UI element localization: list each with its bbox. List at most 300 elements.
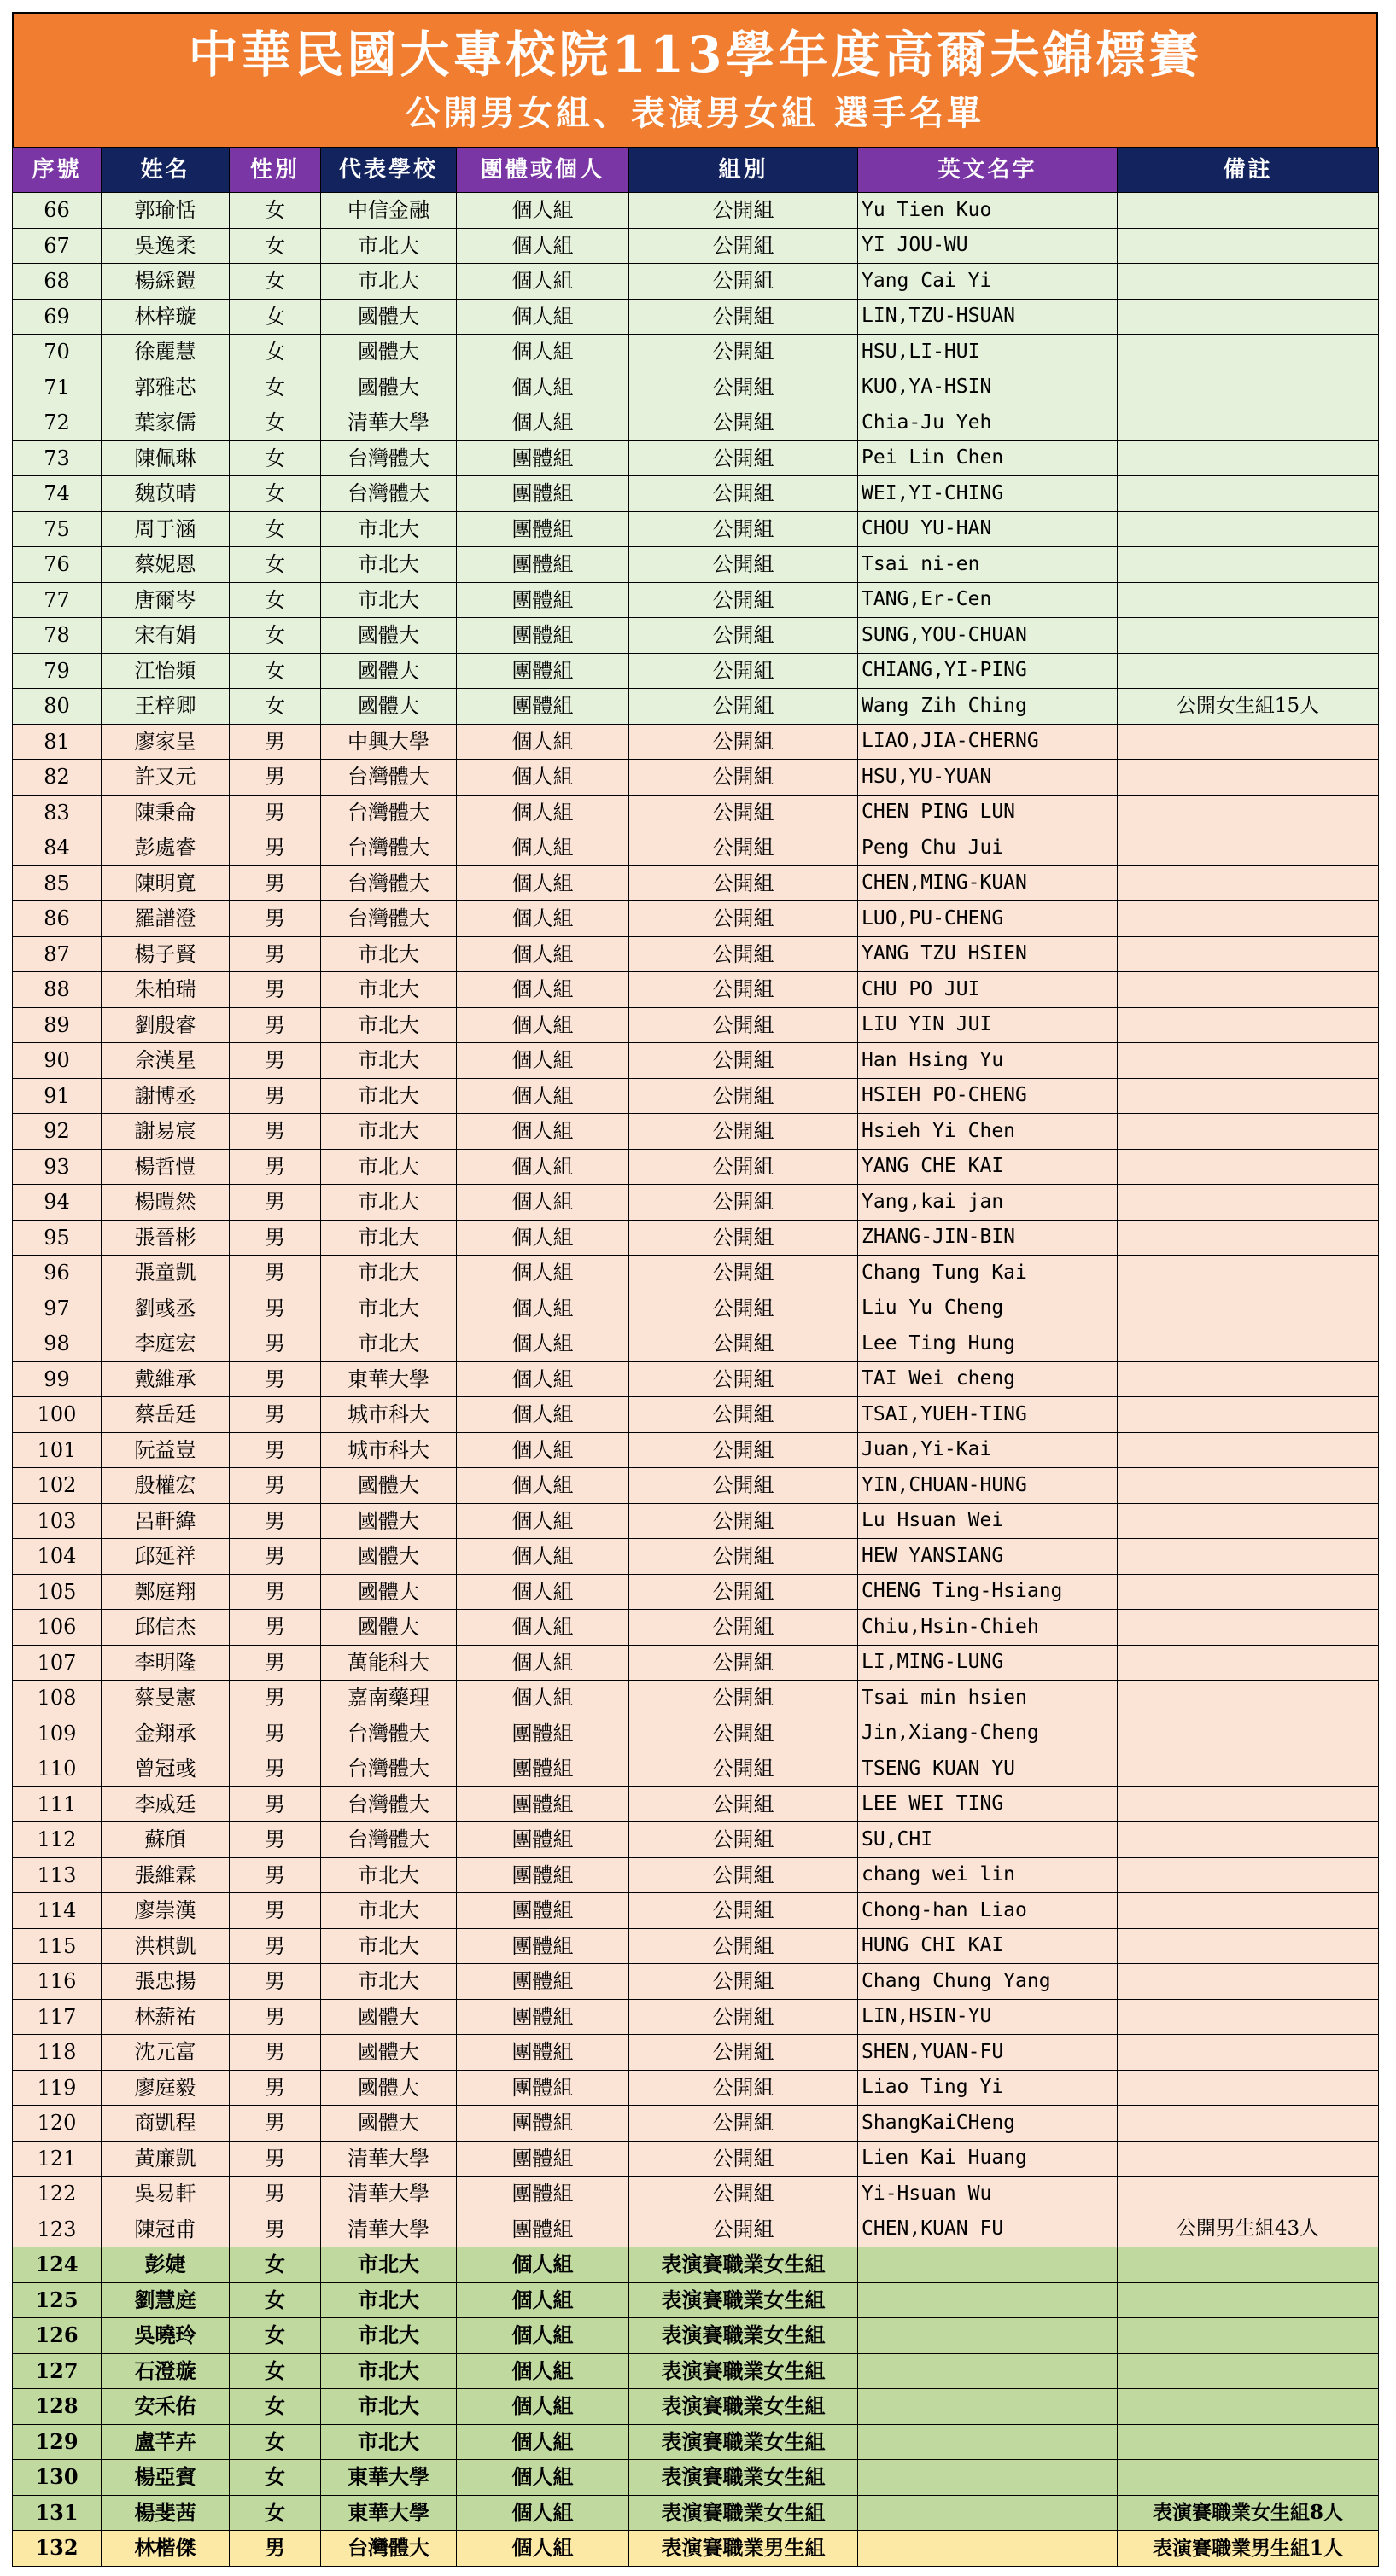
cell-team-or-individual: 團體組 (457, 1822, 629, 1858)
cell-english-name: YI JOU-WU (858, 228, 1118, 264)
cell-english-name: CHEN,KUAN FU (858, 2212, 1118, 2247)
cell-division: 公開組 (629, 1857, 858, 1893)
cell-remarks (1118, 724, 1379, 760)
cell-english-name: TAI Wei cheng (858, 1361, 1118, 1397)
cell-gender: 男 (230, 1078, 321, 1114)
cell-english-name: Yang,kai jan (858, 1185, 1118, 1221)
cell-gender: 女 (230, 2389, 321, 2425)
cell-name: 徐麗慧 (102, 335, 230, 370)
cell-english-name: TANG,Er-Cen (858, 582, 1118, 618)
cell-english-name: CHEN PING LUN (858, 795, 1118, 830)
cell-team-or-individual: 個人組 (457, 2389, 629, 2425)
cell-division: 公開組 (629, 193, 858, 229)
cell-team-or-individual: 個人組 (457, 865, 629, 901)
cell-team-or-individual: 個人組 (457, 1432, 629, 1468)
cell-remarks (1118, 1893, 1379, 1929)
cell-division: 公開組 (629, 476, 858, 512)
cell-school: 台灣體大 (321, 901, 457, 937)
cell-school: 市北大 (321, 2282, 457, 2318)
table-row (13, 1185, 1379, 1221)
cell-serial: 66 (13, 193, 102, 229)
cell-division: 公開組 (629, 1043, 858, 1079)
cell-serial: 124 (13, 2247, 102, 2283)
cell-name: 江怡頻 (102, 653, 230, 689)
cell-school: 中信金融 (321, 193, 457, 229)
table-row (13, 335, 1379, 370)
table-row (13, 795, 1379, 830)
cell-division: 表演賽職業女生組 (629, 2318, 858, 2354)
cell-division: 公開組 (629, 1964, 858, 2000)
cell-serial: 126 (13, 2318, 102, 2354)
cell-team-or-individual: 個人組 (457, 972, 629, 1008)
table-row (13, 1964, 1379, 2000)
cell-school: 台灣體大 (321, 1822, 457, 1858)
cell-name: 唐爾岑 (102, 582, 230, 618)
cell-division: 表演賽職業女生組 (629, 2460, 858, 2496)
cell-english-name: HSIEH PO-CHENG (858, 1078, 1118, 1114)
cell-school: 國體大 (321, 299, 457, 335)
cell-name: 楊哲愷 (102, 1149, 230, 1185)
cell-team-or-individual: 團體組 (457, 1964, 629, 2000)
table-row (13, 2070, 1379, 2106)
cell-english-name: LI,MING-LUNG (858, 1645, 1118, 1681)
table-row (13, 1397, 1379, 1433)
cell-division: 公開組 (629, 335, 858, 370)
cell-school: 清華大學 (321, 2212, 457, 2247)
cell-gender: 女 (230, 2247, 321, 2283)
cell-team-or-individual: 個人組 (457, 264, 629, 300)
cell-team-or-individual: 個人組 (457, 1503, 629, 1539)
cell-name: 張童凱 (102, 1256, 230, 1291)
cell-gender: 女 (230, 511, 321, 547)
cell-remarks (1118, 370, 1379, 405)
table-row (13, 2177, 1379, 2212)
cell-name: 邱信杰 (102, 1610, 230, 1646)
cell-division: 公開組 (629, 1185, 858, 1221)
table-row (13, 1220, 1379, 1256)
cell-school: 市北大 (321, 2424, 457, 2460)
cell-team-or-individual: 個人組 (457, 830, 629, 866)
cell-name: 殷權宏 (102, 1468, 230, 1504)
cell-gender: 女 (230, 370, 321, 405)
cell-english-name: Pei Lin Chen (858, 440, 1118, 476)
cell-division: 公開組 (629, 1468, 858, 1504)
cell-gender: 女 (230, 335, 321, 370)
cell-name: 楊暟然 (102, 1185, 230, 1221)
cell-remarks: 表演賽職業女生組8人 (1118, 2495, 1379, 2531)
cell-team-or-individual: 個人組 (457, 2424, 629, 2460)
cell-gender: 女 (230, 2282, 321, 2318)
cell-team-or-individual: 個人組 (457, 1610, 629, 1646)
cell-division: 公開組 (629, 1999, 858, 2035)
cell-team-or-individual: 個人組 (457, 370, 629, 405)
cell-division: 表演賽職業女生組 (629, 2424, 858, 2460)
cell-school: 市北大 (321, 2389, 457, 2425)
cell-serial: 119 (13, 2070, 102, 2106)
cell-serial: 100 (13, 1397, 102, 1433)
cell-team-or-individual: 個人組 (457, 901, 629, 937)
cell-school: 市北大 (321, 1326, 457, 1362)
cell-english-name (858, 2424, 1118, 2460)
table-row (13, 1999, 1379, 2035)
table-row (13, 2141, 1379, 2177)
page-subtitle: 公開男女組、表演男女組 選手名單 (406, 92, 984, 133)
table-row (13, 2247, 1379, 2283)
cell-remarks (1118, 2247, 1379, 2283)
table-row (13, 2353, 1379, 2389)
cell-division: 公開組 (629, 582, 858, 618)
page-title: 中華民國大專校院113學年度高爾夫錦標賽 (188, 26, 1202, 85)
table-row (13, 264, 1379, 300)
cell-serial: 87 (13, 936, 102, 972)
table-row (13, 1468, 1379, 1504)
cell-name: 林梓璇 (102, 299, 230, 335)
cell-english-name: Peng Chu Jui (858, 830, 1118, 866)
cell-serial: 67 (13, 228, 102, 264)
cell-team-or-individual: 團體組 (457, 1751, 629, 1787)
cell-gender: 男 (230, 2141, 321, 2177)
table-row (13, 972, 1379, 1008)
cell-division: 公開組 (629, 2106, 858, 2142)
cell-english-name (858, 2318, 1118, 2354)
cell-name: 謝博丞 (102, 1078, 230, 1114)
cell-remarks (1118, 2353, 1379, 2389)
cell-serial: 68 (13, 264, 102, 300)
cell-name: 彭處睿 (102, 830, 230, 866)
cell-english-name: Juan,Yi-Kai (858, 1432, 1118, 1468)
cell-english-name: WEI,YI-CHING (858, 476, 1118, 512)
cell-team-or-individual: 個人組 (457, 1078, 629, 1114)
cell-gender: 女 (230, 264, 321, 300)
cell-school: 東華大學 (321, 1361, 457, 1397)
cell-team-or-individual: 個人組 (457, 2531, 629, 2567)
cell-english-name: Lien Kai Huang (858, 2141, 1118, 2177)
cell-division: 公開組 (629, 1078, 858, 1114)
cell-remarks (1118, 440, 1379, 476)
header-remarks: 備註 (1118, 148, 1379, 193)
cell-school: 國體大 (321, 1539, 457, 1575)
cell-serial: 132 (13, 2531, 102, 2567)
cell-gender: 男 (230, 2212, 321, 2247)
cell-name: 李威廷 (102, 1786, 230, 1822)
cell-school: 市北大 (321, 1893, 457, 1929)
cell-division: 公開組 (629, 1786, 858, 1822)
cell-remarks (1118, 1397, 1379, 1433)
header-school: 代表學校 (321, 148, 457, 193)
table-row (13, 1681, 1379, 1716)
cell-gender: 男 (230, 2070, 321, 2106)
cell-remarks (1118, 1999, 1379, 2035)
cell-gender: 女 (230, 2318, 321, 2354)
cell-remarks (1118, 1786, 1379, 1822)
cell-serial: 103 (13, 1503, 102, 1539)
cell-team-or-individual: 個人組 (457, 193, 629, 229)
cell-division: 公開組 (629, 760, 858, 796)
cell-serial: 102 (13, 1468, 102, 1504)
cell-team-or-individual: 團體組 (457, 2212, 629, 2247)
cell-english-name: Jin,Xiang-Cheng (858, 1716, 1118, 1751)
cell-school: 國體大 (321, 618, 457, 654)
cell-english-name: Hsieh Yi Chen (858, 1114, 1118, 1150)
table-row (13, 1893, 1379, 1929)
cell-school: 城市科大 (321, 1432, 457, 1468)
cell-english-name (858, 2389, 1118, 2425)
cell-name: 楊斐茜 (102, 2495, 230, 2531)
cell-remarks (1118, 582, 1379, 618)
cell-division: 公開組 (629, 2212, 858, 2247)
cell-school: 市北大 (321, 1149, 457, 1185)
cell-serial: 127 (13, 2353, 102, 2389)
cell-name: 金翔承 (102, 1716, 230, 1751)
header-serial: 序號 (13, 148, 102, 193)
cell-remarks (1118, 1468, 1379, 1504)
cell-serial: 121 (13, 2141, 102, 2177)
cell-school: 台灣體大 (321, 476, 457, 512)
cell-team-or-individual: 團體組 (457, 2106, 629, 2142)
cell-serial: 69 (13, 299, 102, 335)
cell-serial: 122 (13, 2177, 102, 2212)
roster-table (12, 147, 1379, 2567)
cell-division: 公開組 (629, 1574, 858, 1610)
cell-gender: 男 (230, 1539, 321, 1575)
cell-gender: 男 (230, 2035, 321, 2071)
table-row (13, 476, 1379, 512)
cell-gender: 男 (230, 1751, 321, 1787)
cell-serial: 86 (13, 901, 102, 937)
cell-name: 林薪祐 (102, 1999, 230, 2035)
cell-serial: 131 (13, 2495, 102, 2531)
cell-remarks (1118, 2070, 1379, 2106)
table-row (13, 1857, 1379, 1893)
cell-school: 國體大 (321, 370, 457, 405)
table-row (13, 1716, 1379, 1751)
cell-name: 謝易宸 (102, 1114, 230, 1150)
cell-gender: 女 (230, 2353, 321, 2389)
cell-name: 魏苡晴 (102, 476, 230, 512)
cell-serial: 112 (13, 1822, 102, 1858)
cell-division: 公開組 (629, 724, 858, 760)
cell-gender: 女 (230, 2424, 321, 2460)
cell-team-or-individual: 個人組 (457, 1007, 629, 1043)
cell-division: 公開組 (629, 865, 858, 901)
cell-remarks (1118, 972, 1379, 1008)
cell-division: 公開組 (629, 1822, 858, 1858)
cell-team-or-individual: 個人組 (457, 335, 629, 370)
table-row (13, 1291, 1379, 1326)
cell-english-name: Lu Hsuan Wei (858, 1503, 1118, 1539)
cell-division: 公開組 (629, 440, 858, 476)
cell-gender: 男 (230, 972, 321, 1008)
cell-serial: 72 (13, 405, 102, 441)
table-row (13, 1822, 1379, 1858)
cell-team-or-individual: 個人組 (457, 299, 629, 335)
cell-team-or-individual: 個人組 (457, 724, 629, 760)
cell-gender: 女 (230, 2495, 321, 2531)
cell-gender: 男 (230, 1610, 321, 1646)
table-row (13, 1751, 1379, 1787)
cell-gender: 男 (230, 2531, 321, 2567)
table-row (13, 2495, 1379, 2531)
cell-english-name: LIU YIN JUI (858, 1007, 1118, 1043)
cell-english-name: YIN,CHUAN-HUNG (858, 1468, 1118, 1504)
cell-serial: 106 (13, 1610, 102, 1646)
cell-school: 市北大 (321, 1114, 457, 1150)
cell-english-name (858, 2353, 1118, 2389)
cell-name: 李明隆 (102, 1645, 230, 1681)
table-row (13, 1043, 1379, 1079)
cell-team-or-individual: 團體組 (457, 653, 629, 689)
cell-division: 公開組 (629, 1007, 858, 1043)
cell-remarks (1118, 335, 1379, 370)
cell-school: 台灣體大 (321, 1716, 457, 1751)
cell-english-name (858, 2531, 1118, 2567)
table-row (13, 1574, 1379, 1610)
cell-english-name: YANG TZU HSIEN (858, 936, 1118, 972)
cell-division: 公開組 (629, 936, 858, 972)
cell-remarks (1118, 1256, 1379, 1291)
table-row (13, 2424, 1379, 2460)
cell-remarks (1118, 547, 1379, 583)
table-row (13, 1078, 1379, 1114)
cell-name: 郭雅芯 (102, 370, 230, 405)
cell-division: 表演賽職業女生組 (629, 2282, 858, 2318)
cell-english-name: Yu Tien Kuo (858, 193, 1118, 229)
cell-english-name: chang wei lin (858, 1857, 1118, 1893)
cell-gender: 男 (230, 1716, 321, 1751)
cell-gender: 女 (230, 653, 321, 689)
roster-body (13, 193, 1379, 2567)
cell-school: 市北大 (321, 547, 457, 583)
cell-english-name: CHU PO JUI (858, 972, 1118, 1008)
cell-gender: 男 (230, 1468, 321, 1504)
cell-serial: 118 (13, 2035, 102, 2071)
cell-school: 台灣體大 (321, 440, 457, 476)
cell-school: 國體大 (321, 1999, 457, 2035)
cell-name: 阮益豈 (102, 1432, 230, 1468)
cell-english-name (858, 2495, 1118, 2531)
table-row (13, 440, 1379, 476)
cell-remarks (1118, 2318, 1379, 2354)
cell-english-name: LIN,HSIN-YU (858, 1999, 1118, 2035)
cell-division: 公開組 (629, 653, 858, 689)
cell-gender: 男 (230, 1361, 321, 1397)
cell-english-name: Liu Yu Cheng (858, 1291, 1118, 1326)
table-row (13, 2106, 1379, 2142)
table-row (13, 830, 1379, 866)
cell-team-or-individual: 團體組 (457, 1786, 629, 1822)
cell-division: 公開組 (629, 2141, 858, 2177)
cell-school: 台灣體大 (321, 1751, 457, 1787)
cell-remarks (1118, 865, 1379, 901)
cell-serial: 114 (13, 1893, 102, 1929)
cell-school: 市北大 (321, 1291, 457, 1326)
cell-team-or-individual: 團體組 (457, 618, 629, 654)
cell-team-or-individual: 個人組 (457, 1397, 629, 1433)
cell-name: 楊亞賓 (102, 2460, 230, 2496)
cell-team-or-individual: 個人組 (457, 1185, 629, 1221)
roster-sheet (12, 12, 1378, 2567)
table-row (13, 1149, 1379, 1185)
header-english-name: 英文名字 (858, 148, 1118, 193)
cell-remarks (1118, 2282, 1379, 2318)
cell-remarks (1118, 760, 1379, 796)
cell-school: 嘉南藥理 (321, 1681, 457, 1716)
cell-serial: 91 (13, 1078, 102, 1114)
cell-english-name: SHEN,YUAN-FU (858, 2035, 1118, 2071)
cell-name: 廖庭毅 (102, 2070, 230, 2106)
header-division: 組別 (629, 148, 858, 193)
cell-name: 張忠揚 (102, 1964, 230, 2000)
cell-serial: 128 (13, 2389, 102, 2425)
cell-serial: 130 (13, 2460, 102, 2496)
cell-gender: 男 (230, 1574, 321, 1610)
cell-name: 邱延祥 (102, 1539, 230, 1575)
table-row (13, 2212, 1379, 2247)
cell-name: 朱柏瑞 (102, 972, 230, 1008)
cell-remarks (1118, 1361, 1379, 1397)
cell-gender: 男 (230, 830, 321, 866)
header-name: 姓名 (102, 148, 230, 193)
cell-division: 公開組 (629, 1893, 858, 1929)
cell-team-or-individual: 團體組 (457, 2070, 629, 2106)
cell-school: 市北大 (321, 2247, 457, 2283)
table-row (13, 1928, 1379, 1964)
table-row (13, 936, 1379, 972)
cell-english-name: Chia-Ju Yeh (858, 405, 1118, 441)
cell-division: 公開組 (629, 618, 858, 654)
cell-school: 市北大 (321, 582, 457, 618)
cell-division: 表演賽職業男生組 (629, 2531, 858, 2567)
table-row (13, 370, 1379, 405)
cell-school: 市北大 (321, 2318, 457, 2354)
cell-division: 公開組 (629, 264, 858, 300)
cell-division: 表演賽職業女生組 (629, 2389, 858, 2425)
cell-team-or-individual: 團體組 (457, 1716, 629, 1751)
cell-team-or-individual: 個人組 (457, 2460, 629, 2496)
cell-team-or-individual: 團體組 (457, 1893, 629, 1929)
cell-division: 公開組 (629, 972, 858, 1008)
cell-school: 台灣體大 (321, 865, 457, 901)
cell-gender: 男 (230, 1645, 321, 1681)
cell-serial: 104 (13, 1539, 102, 1575)
cell-english-name: Lee Ting Hung (858, 1326, 1118, 1362)
cell-name: 吳逸柔 (102, 228, 230, 264)
cell-school: 市北大 (321, 264, 457, 300)
cell-division: 公開組 (629, 1716, 858, 1751)
cell-division: 表演賽職業女生組 (629, 2495, 858, 2531)
cell-english-name: HSU,LI-HUI (858, 335, 1118, 370)
cell-gender: 女 (230, 440, 321, 476)
cell-remarks (1118, 1149, 1379, 1185)
table-row (13, 653, 1379, 689)
cell-remarks (1118, 1043, 1379, 1079)
cell-team-or-individual: 個人組 (457, 936, 629, 972)
cell-school: 國體大 (321, 2070, 457, 2106)
cell-division: 公開組 (629, 511, 858, 547)
cell-team-or-individual: 團體組 (457, 547, 629, 583)
cell-division: 公開組 (629, 830, 858, 866)
cell-serial: 110 (13, 1751, 102, 1787)
header-gender: 性別 (230, 148, 321, 193)
cell-english-name (858, 2282, 1118, 2318)
cell-english-name: LIN,TZU-HSUAN (858, 299, 1118, 335)
cell-gender: 男 (230, 760, 321, 796)
table-row (13, 1326, 1379, 1362)
cell-name: 曾冠彧 (102, 1751, 230, 1787)
cell-division: 公開組 (629, 901, 858, 937)
cell-name: 石澄璇 (102, 2353, 230, 2389)
cell-gender: 男 (230, 1681, 321, 1716)
